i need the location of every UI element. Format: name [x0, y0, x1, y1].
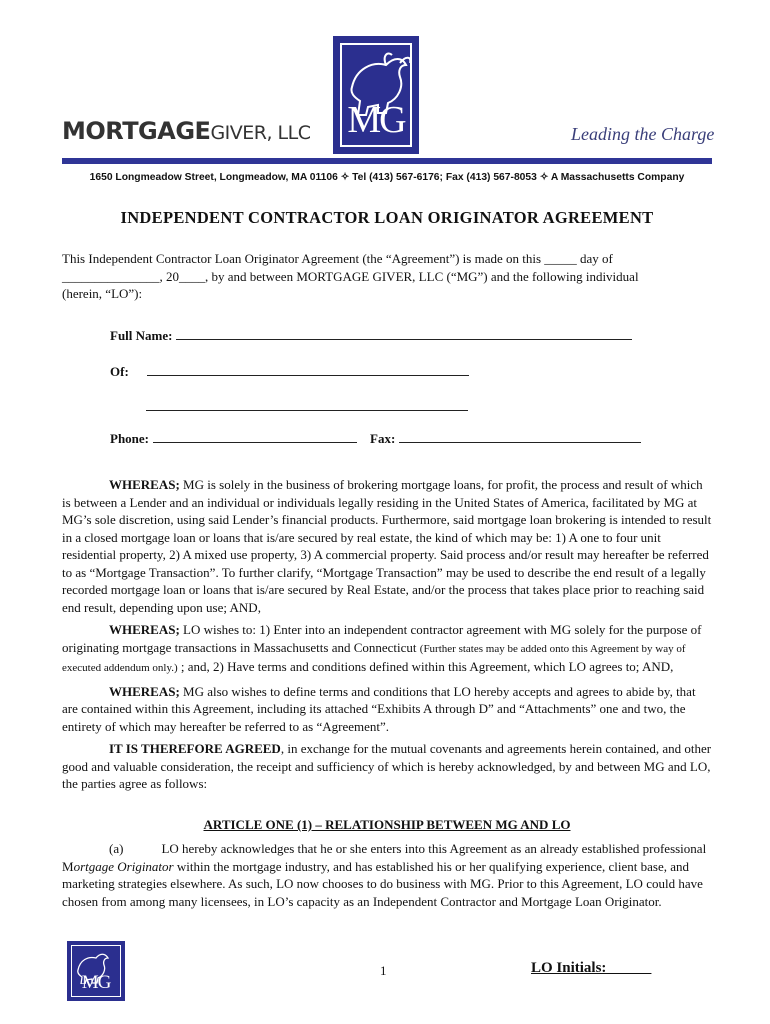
whereas-paragraph-1 — [62, 476, 712, 616]
of-field-line-2[interactable] — [146, 398, 468, 416]
whereas-note: (Further states may be added onto this Agreement by way of executed addendum only.) — [62, 642, 686, 674]
company-name-bold: MORTGAGE — [62, 117, 211, 145]
logo-frame — [340, 43, 412, 147]
article-paragraph-a — [62, 840, 712, 910]
company-name-rest: GIVER, LLC — [210, 122, 311, 144]
article-text: LO hereby acknowledges that he or she enters into this Agreement as an already established professional M — [62, 841, 707, 874]
whereas-text: MG also wishes to define terms and conditions that LO hereby accepts and agrees to abide by, that are contained within this Agreement, including its attached “Exhibits A through D” and “Attachments” one and two, the entirety of which may hereafter be referred to as “Agreement”. — [62, 683, 696, 734]
article-text-italic: ortgage Originator — [73, 858, 174, 874]
article-heading: ARTICLE ONE (1) – RELATIONSHIP BETWEEN MG AND LO — [203, 817, 571, 832]
whereas-paragraph-3 — [62, 683, 712, 736]
phone-blank[interactable] — [153, 430, 357, 443]
intro-line: _______________, 20____, by and between MORTGAGE GIVER, LLC (“MG”) and the following individual — [62, 268, 639, 284]
agreed-lead: IT IS THEREFORE AGREED — [109, 741, 281, 756]
whereas-lead: WHEREAS; — [109, 622, 180, 637]
intro-line: (herein, “LO”): — [62, 286, 143, 301]
recitals — [62, 476, 712, 798]
logo-letters: MG — [347, 99, 405, 141]
full-name-blank[interactable] — [176, 327, 632, 340]
address-line: 1650 Longmeadow Street, Longmeadow, MA 01106 ✧ Tel (413) 567-6176; Fax (413) 567-8053 ✧ A Massachusetts Company — [89, 172, 685, 183]
of-field[interactable] — [110, 363, 469, 381]
whereas-text: MG is solely in the business of brokering mortgage loans, for profit, the process and result of which is between a Lender and an individual or individuals legally residing in the United States of America, facilitated by MG at MG’s sole discretion, using said Lender’s financial products. Furthermore, said mortgage loan brokering is intended to result in a closed mortgage loan or loans that is/are secured by real estate, the kind of which may be: 1) A one to four unit residential property, 2) A mixed use property, 3) A commercial property. Said process and/or result may hereafter be referred to as “Mortgage Transaction”. To further clarify, “Mortgage Transaction” may be used to describe the end result of a legally recorded mortgage loan or loans that is/are secured by Real Estate, and/or the process that takes place prior to reaching said end result, depending upon use; AND, — [62, 477, 712, 615]
fax-blank[interactable] — [399, 430, 641, 443]
whereas-lead: WHEREAS; — [109, 477, 180, 492]
intro-line: This Independent Contractor Loan Originator Agreement (the “Agreement”) is made on this _____ day of — [62, 251, 613, 266]
footer-logo — [67, 941, 125, 1001]
company-logo — [333, 36, 419, 154]
page-number: 1 — [380, 963, 387, 978]
full-name-label: Full Name: — [110, 328, 173, 343]
whereas-lead: WHEREAS; — [109, 683, 180, 699]
of-blank-line-2[interactable] — [146, 398, 468, 411]
article-marker: (a) — [109, 841, 124, 856]
tagline: Leading the Charge — [571, 124, 715, 144]
header-rule — [62, 158, 712, 164]
intro-paragraph — [62, 250, 712, 303]
whereas-text: ; and, 2) Have terms and conditions defined within this Agreement, which LO agrees to; AND, — [177, 659, 674, 674]
document-title: INDEPENDENT CONTRACTOR LOAN ORIGINATOR AGREEMENT — [120, 208, 654, 227]
fax-field[interactable] — [370, 430, 641, 448]
agreed-paragraph — [62, 740, 712, 793]
whereas-text: LO wishes to: 1) Enter into an independent contractor agreement with MG solely for the purpose of originating mortgage transactions in Massachusetts and Connecticut — [62, 622, 702, 655]
whereas-paragraph-2 — [62, 621, 712, 678]
footer-logo-frame — [71, 945, 121, 997]
lo-initials-field[interactable]: LO Initials: — [531, 960, 652, 976]
of-blank-line-1[interactable] — [147, 363, 469, 376]
company-name — [62, 117, 311, 145]
phone-label: Phone: — [110, 431, 149, 446]
agreed-text: , in exchange for the mutual covenants and agreements herein contained, and other good and valuable consideration, the receipt and sufficiency of which is hereby acknowledged, by and between MG and LO, the parties agree as follows: — [62, 741, 712, 791]
of-label: Of: — [110, 364, 129, 379]
article-text: within the mortgage industry, and has established his or her qualifying experience, client base, and marketing strategies elsewhere. As such, LO now chooses to do business with MG. Prior to this Agreement, LO could have chosen from among many licensees, in LO’s capacity as an Independent Contractor and Mortgage Loan Originator. — [62, 858, 703, 909]
full-name-field[interactable] — [110, 327, 632, 345]
fax-label: Fax: — [370, 431, 396, 446]
phone-field[interactable] — [110, 430, 357, 448]
footer-logo-letters: MG — [81, 972, 111, 993]
